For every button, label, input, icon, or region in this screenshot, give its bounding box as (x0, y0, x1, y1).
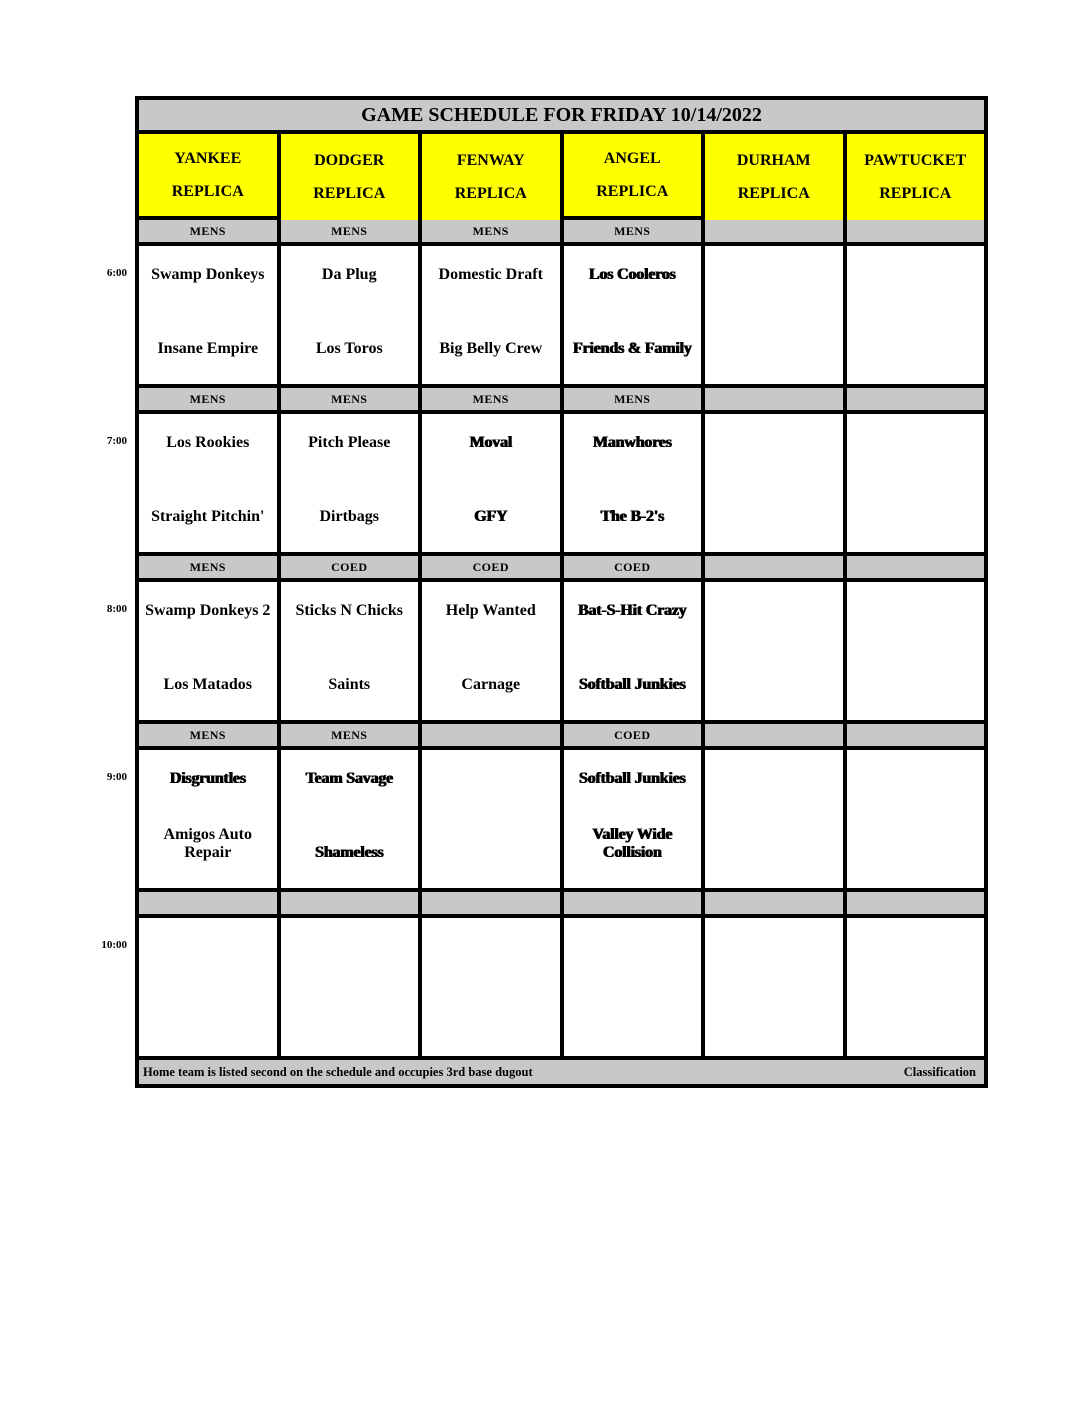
game-cell (422, 918, 560, 1056)
classification-band: COED (564, 556, 702, 578)
classification-band (705, 388, 843, 410)
classification-band: MENS (564, 220, 702, 242)
field-column-fenway (422, 134, 560, 242)
classification-band: MENS (422, 220, 560, 242)
field-header (564, 134, 702, 216)
game-cell (564, 246, 702, 384)
time-label: 8:00 (106, 603, 127, 615)
classification-band: MENS (139, 220, 277, 242)
field-replica-label: REPLICA (596, 182, 669, 200)
game-cell (705, 750, 843, 888)
game-cell (847, 414, 985, 552)
game-cell (422, 246, 560, 384)
field-name: ANGEL (603, 149, 661, 167)
classification-band (705, 220, 843, 242)
home-team-name: Dirtbags (319, 508, 380, 526)
game-cell (281, 246, 419, 384)
home-team-name: GFY (474, 508, 508, 526)
classification-band: MENS (281, 388, 419, 410)
field-column-pawtucket (847, 134, 985, 242)
game-cell (281, 750, 419, 888)
home-team-name: Softball Junkies (578, 676, 686, 694)
away-team-name: Help Wanted (445, 602, 536, 619)
time-label: 10:00 (101, 939, 127, 951)
classification-band (422, 892, 560, 914)
home-team-name: Los Matados (163, 676, 252, 694)
field-name: DURHAM (736, 151, 811, 169)
classification-band: COED (564, 724, 702, 746)
field-replica-label: REPLICA (737, 184, 810, 202)
classification-band: MENS (281, 220, 419, 242)
classification-row-700 (139, 388, 984, 410)
classification-band: MENS (139, 556, 277, 578)
away-team-name: Bat-S-Hit Crazy (577, 602, 687, 619)
away-team-name: Moval (469, 434, 513, 451)
home-team-name: Carnage (461, 676, 521, 694)
classification-band (564, 892, 702, 914)
footer-note: Home team is listed second on the schedule and occupies 3rd base dugout (143, 1064, 533, 1079)
away-team-name: Softball Junkies (578, 770, 686, 787)
game-cell (139, 582, 277, 720)
home-team-name: Saints (328, 676, 371, 694)
field-column-dodger (281, 134, 419, 242)
schedule-title: GAME SCHEDULE FOR FRIDAY 10/14/2022 (139, 100, 984, 130)
home-team-name: Los Toros (315, 340, 383, 358)
away-team-name: Swamp Donkeys 2 (145, 602, 271, 619)
game-row-700 (139, 414, 984, 552)
classification-band: MENS (564, 388, 702, 410)
away-team-name: Pitch Please (308, 434, 391, 451)
classification-band (705, 892, 843, 914)
game-cell (564, 918, 702, 1056)
game-cell (705, 246, 843, 384)
home-team-name: Amigos Auto Repair (163, 826, 252, 862)
home-team-name: Insane Empire (157, 340, 259, 358)
away-team-name: Disgruntles (169, 770, 246, 787)
field-name: YANKEE (174, 149, 242, 167)
away-team-name: Da Plug (321, 266, 377, 283)
classification-row-900 (139, 724, 984, 746)
game-row-900 (139, 750, 984, 888)
game-cell (847, 750, 985, 888)
home-team-name: Shameless (315, 844, 384, 862)
home-team-name: The B-2's (600, 508, 665, 526)
game-cell (847, 246, 985, 384)
away-team-name: Swamp Donkeys (151, 266, 265, 283)
game-cell (705, 582, 843, 720)
away-team-name: Team Savage (305, 770, 393, 787)
game-row-800 (139, 582, 984, 720)
classification-band: MENS (422, 388, 560, 410)
schedule-table (135, 96, 988, 1088)
time-label: 7:00 (106, 435, 127, 447)
game-cell (564, 414, 702, 552)
classification-band (705, 556, 843, 578)
away-team-name: Manwhores (592, 434, 672, 451)
field-header (847, 134, 985, 220)
field-header-row (139, 134, 984, 242)
game-cell (281, 582, 419, 720)
game-cell (564, 750, 702, 888)
game-row-600 (139, 246, 984, 384)
game-cell (281, 414, 419, 552)
classification-band (847, 220, 985, 242)
home-team-name: Valley Wide Collision (592, 826, 673, 862)
field-header (422, 134, 560, 220)
classification-row-1000 (139, 892, 984, 914)
game-cell (281, 918, 419, 1056)
home-team-name: Friends & Family (572, 340, 692, 358)
field-column-angel (564, 134, 702, 242)
field-header (281, 134, 419, 220)
game-cell (847, 918, 985, 1056)
home-team-name: Big Belly Crew (439, 340, 543, 358)
away-team-name: Domestic Draft (438, 266, 543, 283)
classification-row-800 (139, 556, 984, 578)
classification-band (139, 892, 277, 914)
away-team-name: Los Cooleros (588, 266, 676, 283)
field-column-yankee (139, 134, 277, 242)
game-cell (422, 582, 560, 720)
classification-band: MENS (139, 388, 277, 410)
field-replica-label: REPLICA (313, 184, 386, 202)
field-header (705, 134, 843, 220)
classification-band (281, 892, 419, 914)
classification-band (847, 556, 985, 578)
game-cell (139, 414, 277, 552)
field-replica-label: REPLICA (171, 182, 244, 200)
game-cell (139, 750, 277, 888)
classification-band (422, 724, 560, 746)
field-column-durham (705, 134, 843, 242)
field-name: PAWTUCKET (864, 151, 967, 169)
classification-band (847, 388, 985, 410)
game-cell (139, 918, 277, 1056)
home-team-name: Straight Pitchin' (151, 508, 265, 526)
classification-band: COED (281, 556, 419, 578)
classification-band (847, 892, 985, 914)
field-name: FENWAY (456, 151, 525, 169)
classification-band: COED (422, 556, 560, 578)
game-row-1000 (139, 918, 984, 1056)
away-team-name: Sticks N Chicks (295, 602, 404, 619)
field-replica-label: REPLICA (454, 184, 527, 202)
time-label: 6:00 (106, 267, 127, 279)
away-team-name: Los Rookies (166, 434, 250, 451)
time-label: 9:00 (106, 771, 127, 783)
game-cell (422, 414, 560, 552)
field-replica-label: REPLICA (879, 184, 952, 202)
classification-band: MENS (139, 724, 277, 746)
field-name: DODGER (314, 151, 385, 169)
footer-classification-label: Classification (903, 1064, 976, 1079)
classification-band (847, 724, 985, 746)
game-cell (422, 750, 560, 888)
footer-bar (139, 1060, 984, 1084)
classification-band: MENS (281, 724, 419, 746)
game-cell (564, 582, 702, 720)
game-cell (705, 918, 843, 1056)
game-cell (139, 246, 277, 384)
classification-band (705, 724, 843, 746)
field-header (139, 134, 277, 216)
game-cell (847, 582, 985, 720)
game-cell (705, 414, 843, 552)
